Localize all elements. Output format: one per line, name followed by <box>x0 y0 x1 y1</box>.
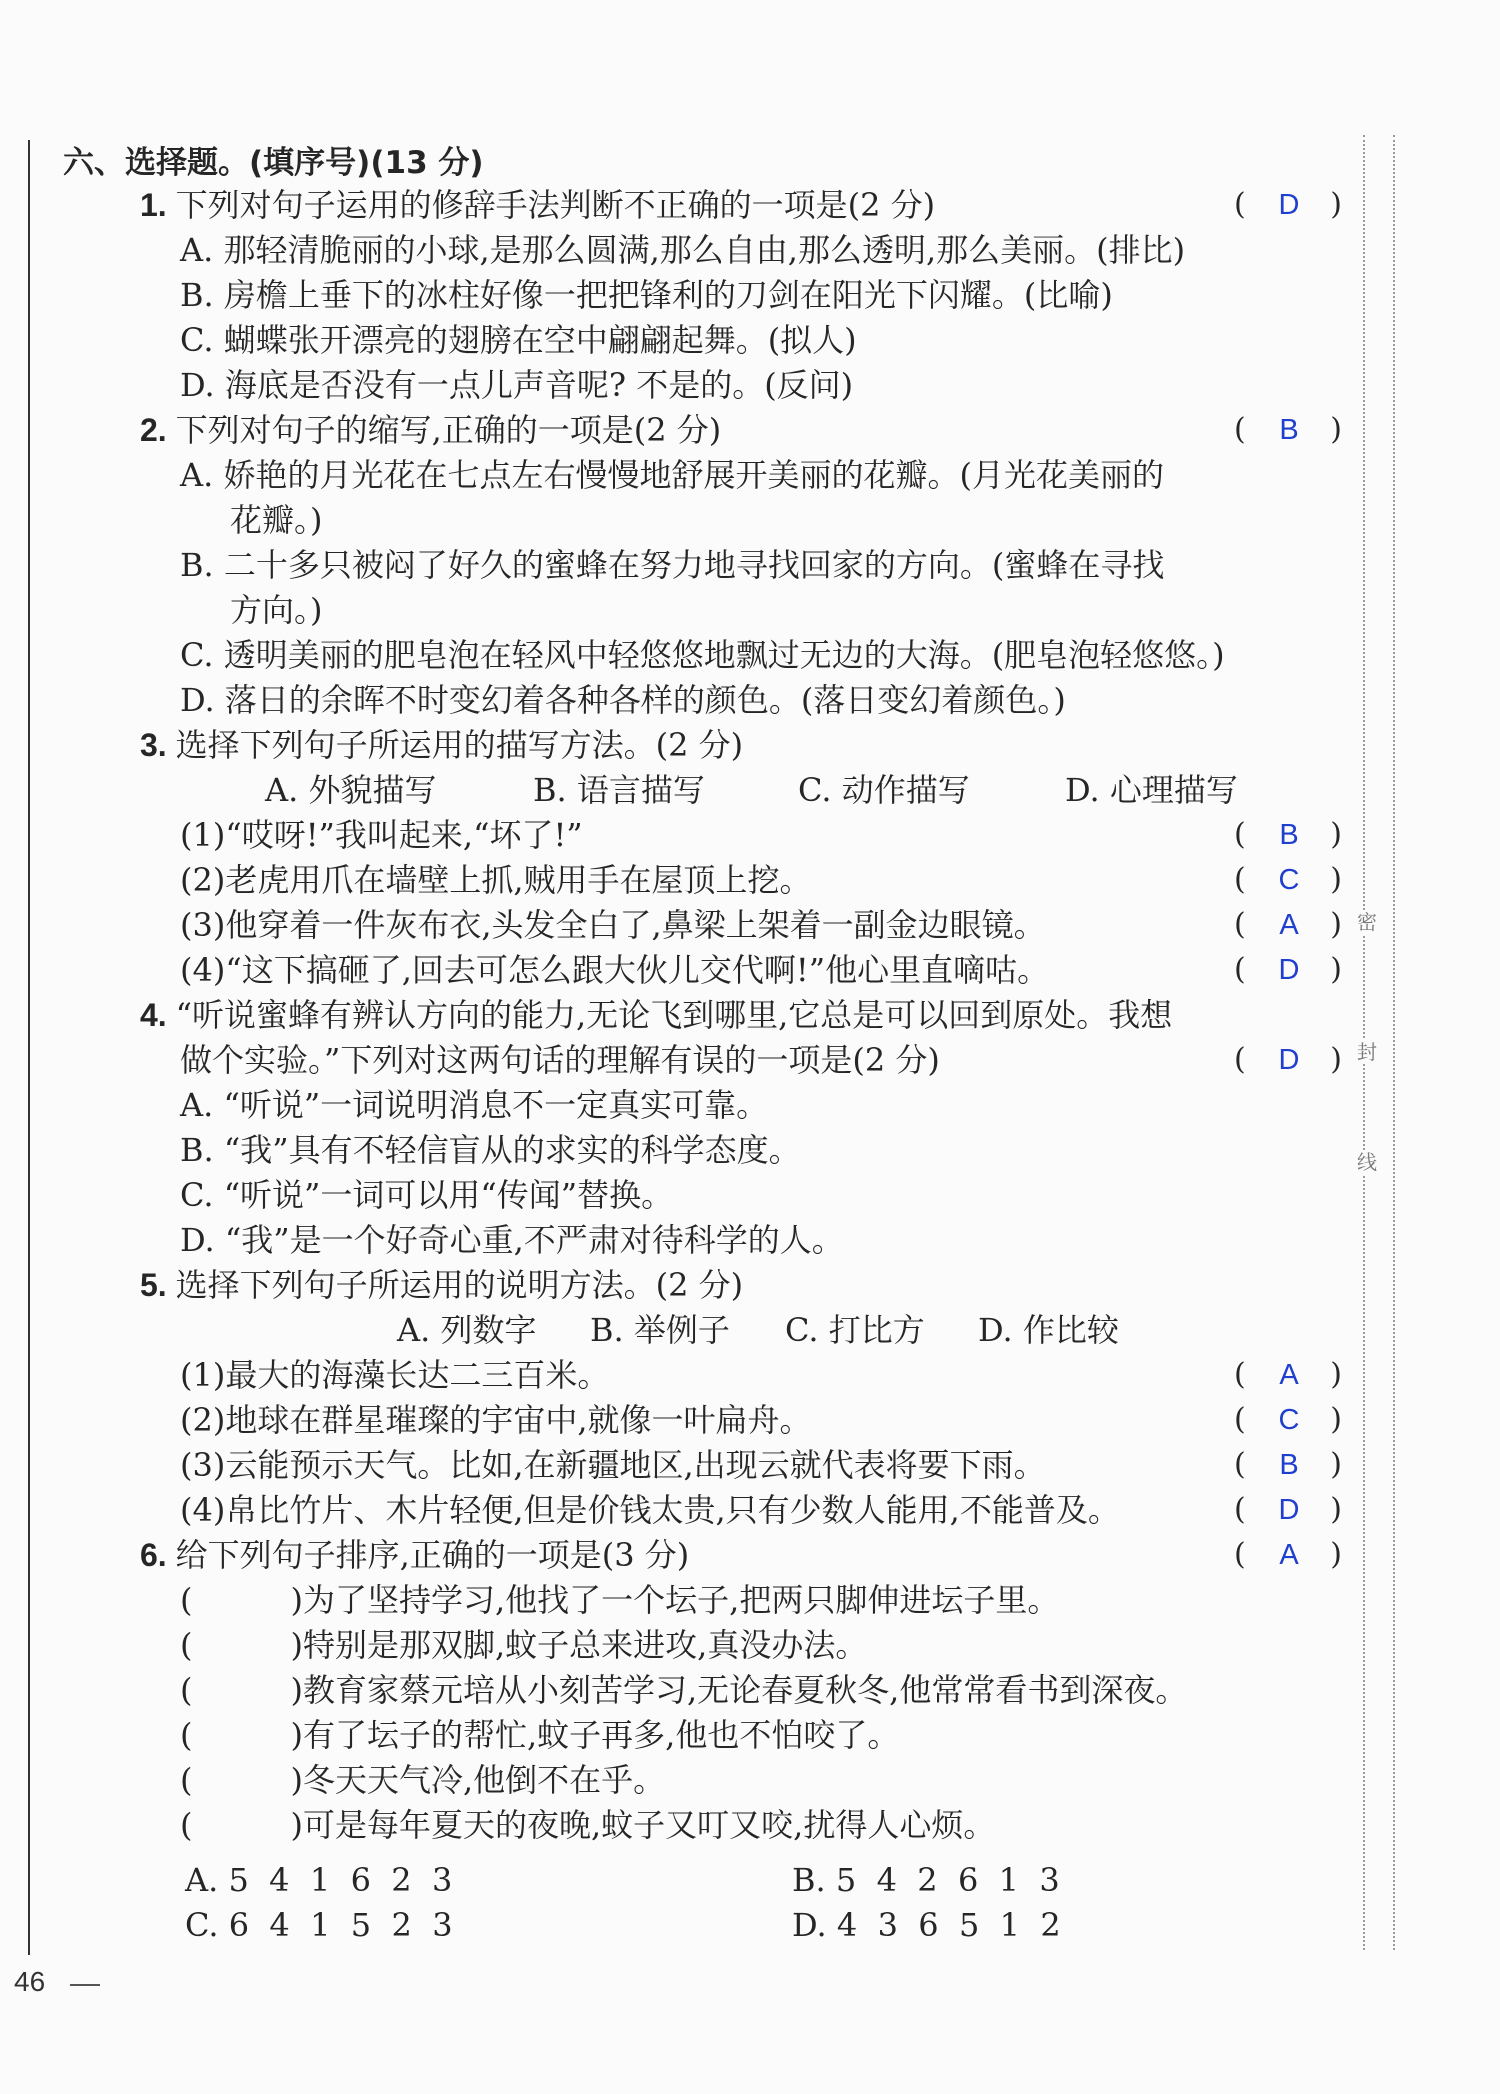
q2-option-c: C. 透明美丽的肥皂泡在轻风中轻悠悠地飘过无边的大海。(肥皂泡轻悠悠。) <box>180 636 1225 674</box>
q1-option-a: A. 那轻清脆丽的小球,是那么圆满,那么自由,那么透明,那么美丽。(排比) <box>180 231 1186 269</box>
open-paren: ( <box>1234 1357 1246 1392</box>
open-paren: ( <box>1234 412 1246 447</box>
question-text: “听说蜜蜂有辨认方向的能力,无论飞到哪里,它总是可以回到原处。我想 <box>175 996 1173 1034</box>
question-4-stem <box>140 995 1172 1035</box>
question-number: 4. <box>140 997 176 1033</box>
question-number: 5. <box>140 1267 176 1303</box>
answer-text: A <box>1279 909 1299 941</box>
q5-item-2: (2)地球在群星璀璨的宇宙中,就像一叶扁舟。 <box>180 1401 812 1439</box>
q5-choice-b: B. 举例子 <box>590 1311 730 1349</box>
answer-text: C <box>1278 864 1300 896</box>
question-5-stem <box>140 1265 743 1305</box>
q3-item-3: (3)他穿着一件灰布衣,头发全白了,鼻梁上架着一副金边眼镜。 <box>180 906 1046 944</box>
q6-option-b: B. 5 4 2 6 1 3 <box>792 1861 1060 1899</box>
open-paren: ( <box>1234 1402 1246 1437</box>
question-6-stem <box>140 1535 689 1575</box>
question-4-stem-cont: 做个实验。”下列对这两句话的理解有误的一项是(2 分) <box>180 1041 940 1079</box>
close-paren: ) <box>1330 187 1342 222</box>
q2-option-b: B. 二十多只被闷了好久的蜜蜂在努力地寻找回家的方向。(蜜蜂在寻找 <box>180 546 1165 584</box>
question-text: 选择下列句子所运用的描写方法。(2 分) <box>175 726 744 764</box>
open-paren: ( <box>1234 952 1246 987</box>
open-paren: ( <box>1234 817 1246 852</box>
close-paren: ) <box>1330 1537 1342 1572</box>
q4-option-d: D. “我”是一个好奇心重,不严肃对待科学的人。 <box>180 1221 844 1259</box>
answer-text: C <box>1278 1404 1300 1436</box>
q6-option-a: A. 5 4 1 6 2 3 <box>185 1861 453 1899</box>
q5-item-3: (3)云能预示天气。比如,在新疆地区,出现云就代表将要下雨。 <box>180 1446 1046 1484</box>
answer-text: D <box>1278 1044 1300 1076</box>
q1-option-c: C. 蝴蝶张开漂亮的翅膀在空中翩翩起舞。(拟人) <box>180 321 857 359</box>
page-number-dash <box>70 1984 100 1986</box>
close-paren: ) <box>1330 817 1342 852</box>
q3-choice-b: B. 语言描写 <box>533 771 705 809</box>
q6-option-c: C. 6 4 1 5 2 3 <box>185 1906 453 1944</box>
q4-option-c: C. “听说”一词可以用“传闻”替换。 <box>180 1176 674 1214</box>
question-number: 3. <box>140 727 176 763</box>
q2-option-b-cont: 方向。) <box>230 591 323 629</box>
answer-text: A <box>1279 1539 1299 1571</box>
q3-item-4: (4)“这下搞砸了,回去可怎么跟大伙儿交代啊!”他心里直嘀咕。 <box>180 951 1050 989</box>
binding-label-xian: 线 <box>1352 1150 1382 1174</box>
q4-option-b: B. “我”具有不轻信盲从的求实的科学态度。 <box>180 1131 801 1169</box>
q5-choice-a: A. 列数字 <box>397 1311 537 1349</box>
q5-item-4: (4)帛比竹片、木片轻便,但是价钱太贵,只有少数人能用,不能普及。 <box>180 1491 1120 1529</box>
q3-item-1: (1)“哎呀!”我叫起来,“坏了!” <box>180 816 583 854</box>
close-paren: ) <box>1330 862 1342 897</box>
close-paren: ) <box>1330 952 1342 987</box>
question-number: 6. <box>140 1537 176 1573</box>
page-number: 46 <box>14 1966 46 1997</box>
close-paren: ) <box>1330 907 1342 942</box>
close-paren: ) <box>1330 412 1342 447</box>
q6-sentence-6: ( )可是每年夏天的夜晚,蚊子又叮又咬,扰得人心烦。 <box>180 1806 996 1844</box>
open-paren: ( <box>1234 1042 1246 1077</box>
open-paren: ( <box>1234 862 1246 897</box>
q1-option-b: B. 房檐上垂下的冰柱好像一把把锋利的刀剑在阳光下闪耀。(比喻) <box>180 276 1113 314</box>
question-1-stem <box>140 185 935 225</box>
close-paren: ) <box>1330 1042 1342 1077</box>
q5-item-1: (1)最大的海藻长达二三百米。 <box>180 1356 610 1394</box>
close-paren: ) <box>1330 1447 1342 1482</box>
question-number: 1. <box>140 187 176 223</box>
q6-sentence-1: ( )为了坚持学习,他找了一个坛子,把两只脚伸进坛子里。 <box>180 1581 1060 1619</box>
open-paren: ( <box>1234 187 1246 222</box>
q5-choice-d: D. 作比较 <box>978 1311 1119 1349</box>
q3-choice-a: A. 外貌描写 <box>265 771 437 809</box>
close-paren: ) <box>1330 1357 1342 1392</box>
close-paren: ) <box>1330 1492 1342 1527</box>
q6-sentence-4: ( )有了坛子的帮忙,蚊子再多,他也不怕咬了。 <box>180 1716 900 1754</box>
answer-text: D <box>1278 189 1300 221</box>
binding-label-mi: 密 <box>1352 910 1382 934</box>
close-paren: ) <box>1330 1402 1342 1437</box>
binding-dotted-line-outer <box>1393 135 1395 1950</box>
open-paren: ( <box>1234 1447 1246 1482</box>
answer-text: B <box>1279 819 1299 851</box>
q2-option-d: D. 落日的余晖不时变幻着各种各样的颜色。(落日变幻着颜色。) <box>180 681 1066 719</box>
binding-label-feng: 封 <box>1352 1040 1382 1064</box>
question-text: 下列对句子的缩写,正确的一项是(2 分) <box>175 411 722 449</box>
answer-text: D <box>1278 1494 1300 1526</box>
q2-option-a: A. 娇艳的月光花在七点左右慢慢地舒展开美丽的花瓣。(月光花美丽的 <box>180 456 1164 494</box>
question-number: 2. <box>140 412 176 448</box>
q6-sentence-2: ( )特别是那双脚,蚊子总来进攻,真没办法。 <box>180 1626 868 1664</box>
answer-text: A <box>1279 1359 1299 1391</box>
question-2-stem <box>140 410 721 450</box>
q2-option-a-cont: 花瓣。) <box>230 501 323 539</box>
q3-choice-d: D. 心理描写 <box>1065 771 1238 809</box>
open-paren: ( <box>1234 907 1246 942</box>
q3-choice-c: C. 动作描写 <box>798 771 970 809</box>
question-text: 选择下列句子所运用的说明方法。(2 分) <box>175 1266 744 1304</box>
left-border-line <box>28 140 30 1955</box>
open-paren: ( <box>1234 1537 1246 1572</box>
answer-text: B <box>1279 1449 1299 1481</box>
q4-option-a: A. “听说”一词说明消息不一定真实可靠。 <box>180 1086 769 1124</box>
section-title: 六、选择题。(填序号)(13 分) <box>63 145 484 181</box>
question-3-stem <box>140 725 743 765</box>
q5-choice-c: C. 打比方 <box>785 1311 925 1349</box>
answer-text: D <box>1278 954 1300 986</box>
q6-sentence-3: ( )教育家蔡元培从小刻苦学习,无论春夏秋冬,他常常看书到深夜。 <box>180 1671 1188 1709</box>
answer-text: B <box>1279 414 1299 446</box>
open-paren: ( <box>1234 1492 1246 1527</box>
question-text: 下列对句子运用的修辞手法判断不正确的一项是(2 分) <box>175 186 936 224</box>
question-text: 给下列句子排序,正确的一项是(3 分) <box>175 1536 690 1574</box>
q1-option-d: D. 海底是否没有一点儿声音呢? 不是的。(反问) <box>180 366 854 404</box>
q6-sentence-5: ( )冬天天气冷,他倒不在乎。 <box>180 1761 666 1799</box>
q6-option-d: D. 4 3 6 5 1 2 <box>792 1906 1061 1944</box>
q3-item-2: (2)老虎用爪在墙壁上抓,贼用手在屋顶上挖。 <box>180 861 812 899</box>
